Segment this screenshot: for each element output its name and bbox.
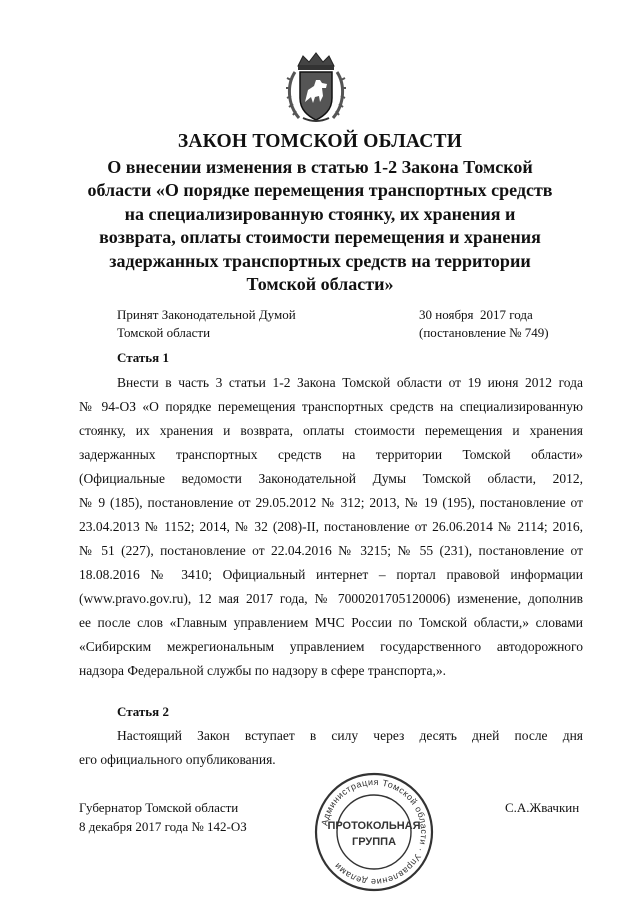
subtitle-line: области «О порядке перемещения транспортных средств [87,180,553,201]
article-2-heading: Статья 2 [117,704,169,719]
governor-name: С.А.Жвачкин [505,800,580,815]
article-1-line: «Сибирским межрегиональным управлением государственного автодорожного [79,639,583,654]
article-1-line: 23.04.2013 № 1152; 2014, № 32 (208)-II, постановление от 26.06.2014 № 2114; 2016, [79,519,583,534]
article-1-line: 18.08.2016 № 3410; Официальный интернет – портал правовой информации [79,567,583,582]
article-1-line: № 94-ОЗ «О порядке перемещения транспортных средств на специализированную [79,399,583,414]
adopted-date-block [419,306,549,342]
subtitle-line: задержанных транспортных средств на территории [109,250,531,271]
law-date-number: 8 декабря 2017 года № 142-ОЗ [79,819,247,834]
article-1-line: задержанных транспортных средств на территории Томской области» [79,447,583,462]
article-1-line: Внести в часть 3 статьи 1-2 Закона Томской области от 19 июня 2012 года [117,375,583,390]
stamp-center-line: ГРУППА [351,836,397,848]
protocol-stamp [313,770,435,894]
law-title: ЗАКОН ТОМСКОЙ ОБЛАСТИ [177,131,463,152]
article-1-line: (www.pravo.gov.ru), 12 мая 2017 года, № 7000201705120006) изменение, дополнив [79,591,583,606]
article-1-line: № 51 (227), постановление от 22.04.2016 № 3215; № 55 (231), постановление от [79,543,583,558]
resolution-number: (постановление № 749) [419,325,549,340]
subtitle-line: возврата, оплаты стоимости перемещения и хранения [99,227,541,248]
article-1-line: № 9 (185), постановление от 29.05.2012 № 312; 2013, № 19 (195), постановление от [79,495,583,510]
adopted-by-block [117,306,296,342]
stamp-center-line: ПРОТОКОЛЬНАЯ [327,820,421,832]
adopted-date: 30 ноября 2017 года [419,307,533,322]
article-1-line: стоянку, их хранения и возврата, оплаты стоимости перемещения и хранения [79,423,583,438]
article-1-heading: Статья 1 [117,350,169,365]
adopted-by-line: Принят Законодательной Думой [117,307,296,322]
stamp-ring-text: Администрация Томской области · Управление делами [319,776,430,888]
subtitle-line: на специализированную стоянку, их хранения и [124,203,516,224]
article-1-line: ее после слов «Главным управлением МЧС России по Томской области,» словами [79,615,583,630]
article-1-line: надзора Федеральной службы по надзору в сфере транспорта,». [79,663,446,678]
law-subtitle [60,156,580,296]
governor-position: Губернатор Томской области [79,800,239,815]
subtitle-line: О внесении изменения в статью 1-2 Закона Томской [107,157,533,177]
article-1-line: (Официальные ведомости Законодательной Думы Томской области, 2012, [79,471,583,486]
article-2-line: Настоящий Закон вступает в силу через десять дней после дня [117,728,583,743]
subtitle-line: Томской области» [246,274,394,295]
tomsk-coat-of-arms-emblem [285,50,347,126]
article-2-line: его официального опубликования. [79,752,276,767]
adopted-by-line: Томской области [117,325,211,340]
signature-block [79,798,247,836]
